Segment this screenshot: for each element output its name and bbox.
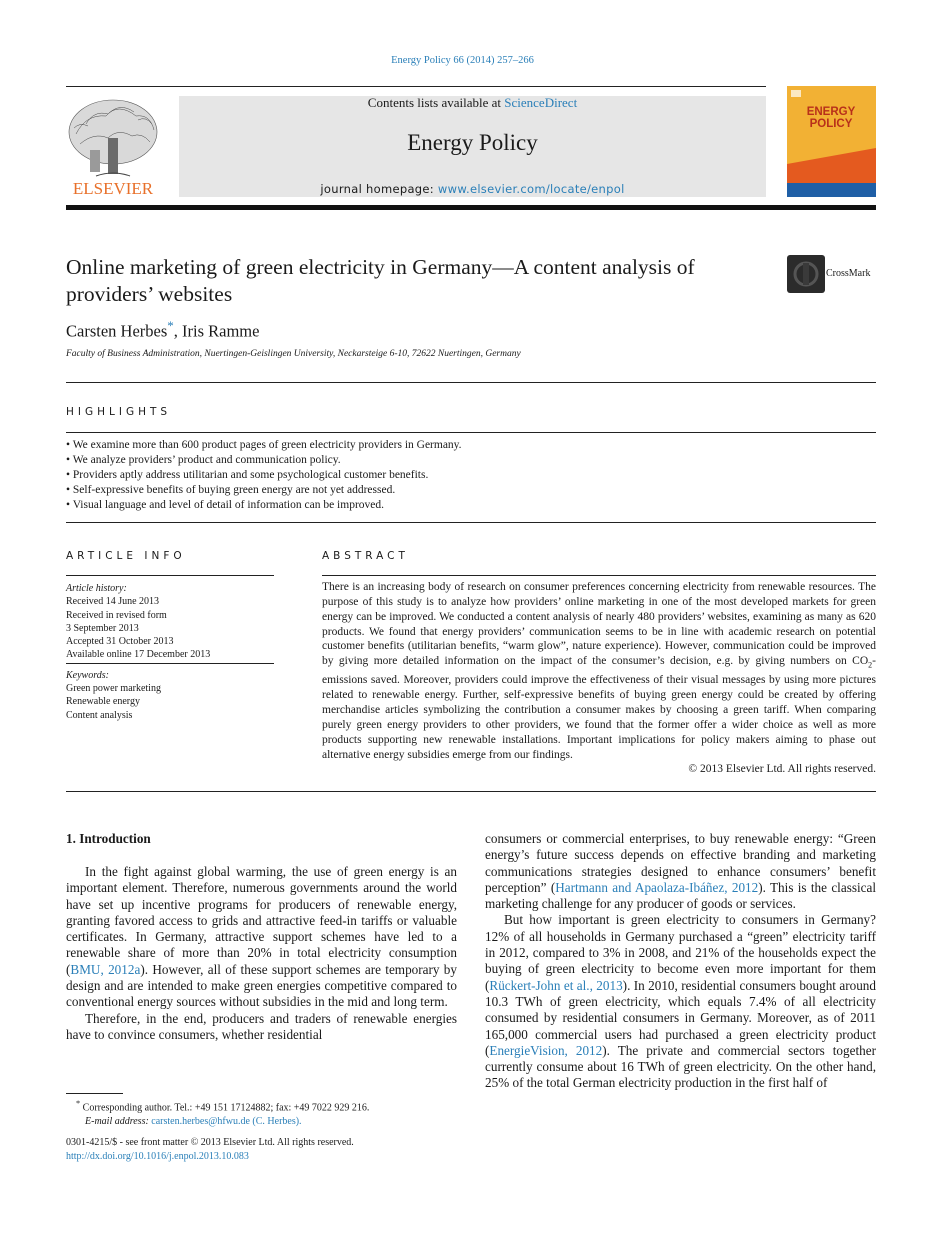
corresponding-author-marker[interactable]: * — [167, 318, 174, 333]
divider — [322, 575, 876, 576]
footnote-rule — [66, 1093, 123, 1094]
divider — [66, 432, 876, 433]
paragraph-text: consumers or commercial enterprises, to buy renewable energy: “Green energy’s future success depends on effective branding and marketing communications strategies designed to enhance consumers’ benefit perception” ( — [485, 831, 876, 895]
crossmark-icon — [787, 255, 825, 293]
email-label: E-mail address: — [85, 1115, 152, 1127]
section-heading: 1. Introduction — [66, 831, 151, 846]
homepage-prefix: journal homepage: — [320, 182, 438, 196]
history-item: Accepted 31 October 2013 — [66, 636, 174, 648]
footnote-marker: * — [76, 1099, 81, 1108]
elsevier-logo — [66, 94, 160, 200]
contents-line — [179, 95, 766, 111]
journal-cover-image — [787, 86, 876, 197]
paragraph-text: But how important is green electricity to consumers in Germany? 12% of all households in Germany purchased a “green” electricity tariff in 2012, compared to 3% in 2008, and 21% of the households expect the buying of green electricity to become even more important for them ( — [485, 912, 876, 993]
publication-info — [66, 1136, 466, 1163]
paragraph-text: ). In 2010, residential consumers bought around 10.3 TWh of green electricity, which equals 7.4% of all electricity consumed by residential consumers in Germany. Moreover, as of 2011 165,000 commercial users had purchased a green electricity product ( — [485, 977, 876, 1058]
doi-link[interactable]: http://dx.doi.org/10.1016/j.enpol.2013.10.083 — [66, 1150, 249, 1162]
highlight-item: • Self-expressive benefits of buying green energy are not yet addressed. — [66, 484, 396, 496]
affiliation: Faculty of Business Administration, Nuertingen-Geislingen University, Neckarsteige 6-10, 72622 Nuertingen, Germany — [66, 349, 521, 359]
abstract-text: There is an increasing body of research on consumer preferences concerning electricity from renewable resources. The purpose of this study is to analyze how providers’ online marketing in one of the most developed markets for green energy can be improved. We conducted a content analysis of nearly 480 providers’ websites, examining as many as 620 products. We found that energy providers’ communication seems to be in line with academic research on potential customer benefits (utilitarian benefits, “warm glow”, nature experience). However, communication could be improved by giving more detailed information on the impact of the consumer’s decision, e.g. by giving numbers on CO — [322, 581, 876, 668]
footnote-line — [66, 1115, 466, 1129]
reference-link[interactable]: BMU, 2012a — [70, 961, 141, 977]
reference-link[interactable]: Hartmann and Apaolaza-Ibáñez, 2012 — [555, 879, 759, 895]
highlights-heading: HIGHLIGHTS — [66, 406, 172, 418]
paragraph — [485, 831, 876, 912]
journal-citation[interactable]: Energy Policy 66 (2014) 257–266 — [391, 55, 534, 66]
article-title: Online marketing of green electricity in Germany—A content analysis of providers’ websites — [66, 255, 695, 306]
keywords-label: Keywords: — [66, 669, 109, 681]
history-item: 3 September 2013 — [66, 622, 139, 634]
highlight-item: • We analyze providers’ product and communication policy. — [66, 454, 341, 466]
issn-line: 0301-4215/$ - see front matter © 2013 Elsevier Ltd. All rights reserved. — [66, 1137, 354, 1148]
paragraph — [66, 864, 457, 1011]
history-item: Available online 17 December 2013 — [66, 649, 211, 661]
author-ramme[interactable]: , Iris Ramme — [173, 321, 260, 341]
abstract-subscript: 2 — [868, 660, 873, 670]
article-history — [66, 582, 274, 722]
history-item: Received in revised form — [66, 609, 167, 621]
highlight-item: • Visual language and level of detail of information can be improved. — [66, 499, 384, 511]
history-label: Article history: — [66, 583, 127, 594]
author-list — [66, 318, 259, 342]
paragraph-text: In the fight against global warming, the use of green energy is an important element. Therefore, numerous governments around the world have set up incentive programs for producers of renewable energy, granting favored access to grids and attractive feed-in tariffs or valuable certificates. In Germany, attractive support schemes have led to a renewable share of more than 20% in total electricity consumption ( — [66, 864, 457, 977]
divider — [66, 663, 274, 664]
highlight-item: • We examine more than 600 product pages of green electricity providers in Germany. — [66, 439, 462, 451]
abstract-text: -emissions saved. Moreover, providers could improve the effectiveness of their visual messages by using more pictures related to renewable energy. Further, self-expressive benefits of buying green energy could be created by offering merchandise articles symbolizing the contribution a consumer makes by choosing a green tariff. When comparing purely green energy providers to other providers, we found that the former offer a wider choice as well as more products supporting new renewable installations. Important implications for policy makers aiming to phase out alternative energy subsidies emerge from our findings. — [322, 655, 876, 761]
homepage-line — [179, 182, 766, 196]
abstract-copyright: © 2013 Elsevier Ltd. All rights reserved. — [688, 763, 876, 776]
paragraph-text: ). However, all of these support schemes are temporary by design and are intended to make green energies competitive compared to conventional energy sources without subsidies in the mid and long term. — [66, 961, 457, 1010]
divider — [66, 522, 876, 523]
divider — [66, 791, 876, 792]
divider — [66, 575, 274, 576]
elsevier-tree-icon — [66, 94, 160, 200]
homepage-link[interactable]: www.elsevier.com/locate/enpol — [437, 182, 625, 196]
contents-prefix: Contents lists available at — [367, 95, 505, 110]
crossmark-label[interactable]: CrossMark — [826, 268, 871, 279]
reference-link[interactable]: Rückert-John et al., 2013 — [489, 977, 623, 993]
reference-link[interactable]: EnergieVision, 2012 — [489, 1042, 603, 1058]
footnote-text: Corresponding author. Tel.: +49 151 17124882; fax: +49 7022 929 216. — [80, 1102, 370, 1114]
abstract-body — [322, 580, 876, 777]
keyword: Content analysis — [66, 709, 133, 721]
footnote — [66, 1097, 466, 1128]
abstract-heading: ABSTRACT — [322, 550, 409, 562]
highlight-item: • Providers aptly address utilitarian and some psychological customer benefits. — [66, 469, 429, 481]
header-rule — [66, 86, 766, 87]
right-column — [485, 831, 876, 1092]
highlights-list — [66, 438, 876, 513]
paragraph-text: ). The private and commercial sectors together currently consume about 16 TWh of green electricity. On the other hand, 25% of the total German electricity production in the first half of — [485, 1042, 876, 1091]
header-thick-rule — [66, 205, 876, 210]
email-link[interactable]: carsten.herbes@hfwu.de (C. Herbes). — [151, 1115, 302, 1127]
svg-text:ELSEVIER: ELSEVIER — [72, 179, 154, 198]
journal-title: Energy Policy — [407, 130, 538, 155]
paragraph — [485, 912, 876, 1091]
history-item: Received 14 June 2013 — [66, 596, 160, 608]
keyword: Renewable energy — [66, 696, 140, 708]
left-column — [66, 864, 457, 1043]
paragraph-text: ). This is the classical marketing challenge for any producer of goods or services. — [485, 879, 876, 912]
divider — [66, 382, 876, 383]
keyword: Green power marketing — [66, 683, 161, 695]
journal-cover[interactable] — [787, 86, 876, 197]
svg-text:POLICY: POLICY — [809, 118, 853, 130]
svg-text:ENERGY: ENERGY — [806, 106, 856, 118]
article-info-heading: ARTICLE INFO — [66, 550, 186, 562]
author-herbes[interactable]: Carsten Herbes — [66, 321, 168, 341]
footnote-line — [66, 1097, 466, 1115]
paragraph: Therefore, in the end, producers and traders of renewable energies have to convince consumers, whether residential — [66, 1010, 457, 1042]
sciencedirect-link[interactable]: ScienceDirect — [504, 95, 578, 110]
